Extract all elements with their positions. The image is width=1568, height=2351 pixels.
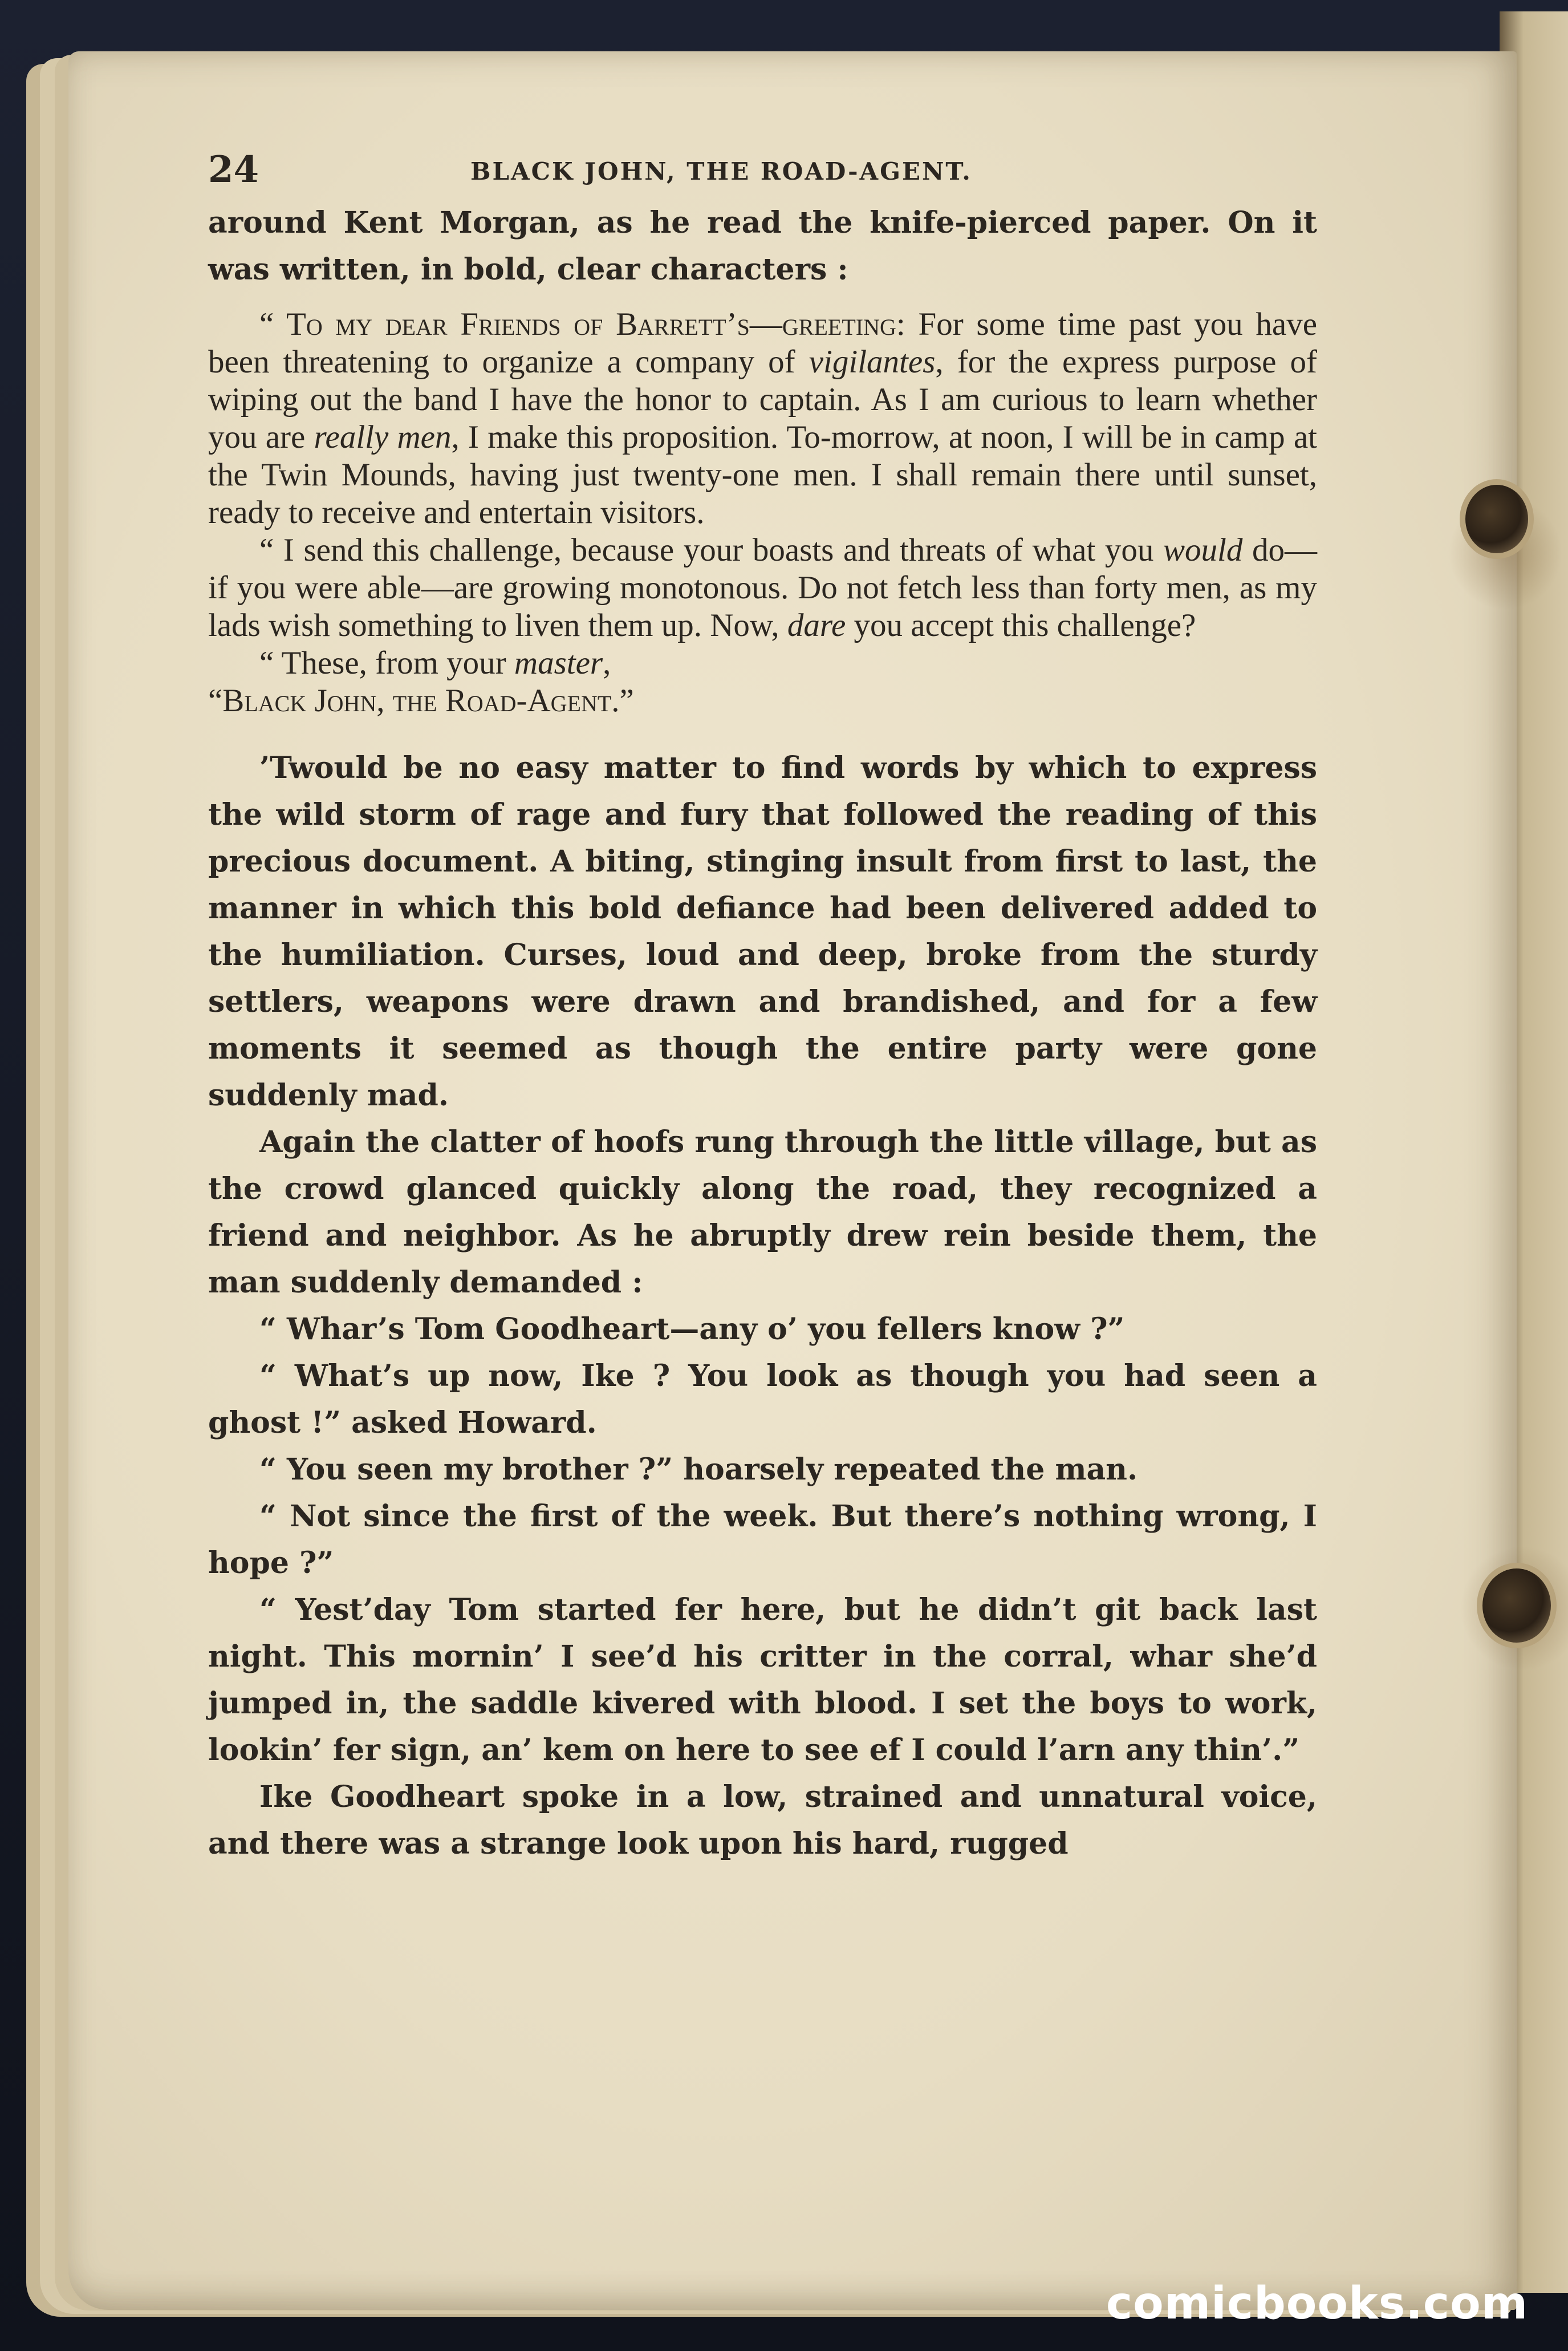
letter-text: “ I send this challenge, because your boasts and threats of what you <box>259 532 1164 568</box>
letter-signature: “Black John, the Road-Agent.” <box>208 683 634 719</box>
letter-text: For some time past you have been threatening to organize a company of <box>208 306 1317 380</box>
emphasis: master <box>514 645 603 681</box>
letter-text: you accept this challenge? <box>846 607 1196 643</box>
page-text <box>208 137 1317 1867</box>
letter-text: do—if you were able—are growing monotonous. Do not fetch less than forty men, as my lads wish something to liven them up. Now, <box>208 532 1317 643</box>
letter-text: , for the express purpose of wiping out the band I have the honor to captain. As I am curious to learn whether you are <box>208 344 1317 455</box>
page-number: 24 <box>208 148 259 191</box>
site-watermark: comicbooks.com <box>1106 2278 1528 2329</box>
challenge-letter <box>208 306 1317 720</box>
running-head: BLACK JOHN, THE ROAD-AGENT. <box>470 157 972 185</box>
letter-text: , <box>603 645 611 681</box>
paragraph: “ Whar’s Tom Goodheart—any o’ you fellers know ?” <box>259 1312 1125 1347</box>
paragraph: Ike Goodheart spoke in a low, strained and unnatural voice, and there was a strange look upon his hard, rugged <box>208 1780 1317 1861</box>
paragraph: around Kent Morgan, as he read the knife-pierced paper. On it was written, in bold, clear characters : <box>208 205 1317 287</box>
paragraph: “ Yest’day Tom started fer here, but he didn’t git back last night. This mornin’ I see’d his critter in the corral, whar she’d jumped in, the saddle kivered with blood. I set the boys to work, lookin’ fer sign, an’ kem on here to see ef I could l’arn any thin’.” <box>208 1592 1317 1768</box>
letter-text: , I make this proposition. To-morrow, at noon, I will be in camp at the Twin Mounds, having just twenty-one men. I shall remain there until sunset, ready to receive and entertain visitors. <box>208 419 1317 530</box>
letter-text: “ These, from your <box>259 645 514 681</box>
binding-hole-icon <box>1477 1563 1557 1648</box>
letter-paragraph <box>208 532 1317 645</box>
page-header <box>208 137 1317 200</box>
paragraph: “ You seen my brother ?” hoarsely repeated the man. <box>259 1452 1138 1487</box>
emphasis: dare <box>787 607 846 643</box>
emphasis: would <box>1163 532 1243 568</box>
narrative <box>208 745 1317 1867</box>
emphasis: vigilantes <box>809 344 936 380</box>
letter-salutation: “ To my dear Friends of Barrett’s—greeting: <box>259 306 905 342</box>
paragraph: Again the clatter of hoofs rung through the little village, but as the crowd glanced quickly along the road, they recognized a friend and neighbor. As he abruptly drew rein beside them, the man suddenly demanded : <box>208 1125 1317 1300</box>
letter-paragraph <box>208 306 1317 532</box>
emphasis: really men <box>314 419 452 455</box>
binding-hole-icon <box>1460 479 1534 559</box>
paragraph: “ Not since the first of the week. But there’s nothing wrong, I hope ?” <box>208 1499 1317 1580</box>
paragraph: ’Twould be no easy matter to find words by which to express the wild storm of rage and fury that followed the reading of this precious document. A biting, stinging insult from first to last, the manner in which this bold defiance had been delivered added to the humiliation. Curses, loud and deep, broke from the sturdy settlers, weapons were drawn and brandished, and for a few moments it seemed as though the entire party were gone suddenly mad. <box>208 751 1317 1113</box>
paragraph: “ What’s up now, Ike ? You look as though you had seen a ghost !” asked Howard. <box>208 1359 1317 1440</box>
letter-closing <box>208 645 1317 682</box>
